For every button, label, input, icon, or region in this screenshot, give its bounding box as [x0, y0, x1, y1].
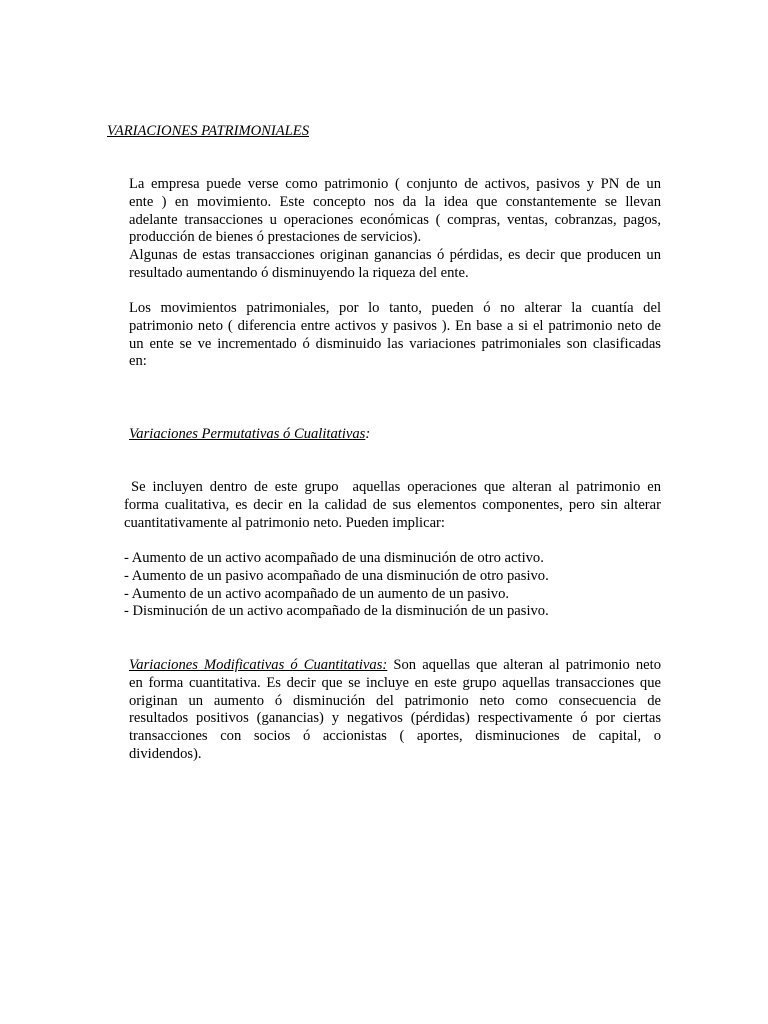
- permutativas-line: cuantitativamente al patrimonio neto. Pueden implicar:: [124, 514, 445, 531]
- modificativas-paragraph: [129, 657, 661, 764]
- intro-paragraph: [129, 176, 661, 283]
- intro-line: producción de bienes ó prestaciones de servicios).: [129, 229, 422, 246]
- modificativas-line: en forma cuantitativa. Es decir que se incluye en este grupo aquellas transacciones que: [129, 674, 661, 691]
- section-heading-text: Variaciones Permutativas ó Cualitativas: [129, 426, 366, 442]
- classification-line: patrimonio neto ( diferencia entre activos y pasivos ). En base a si el patrimonio neto de: [129, 317, 661, 334]
- modificativas-line: transacciones con socios ó accionistas ( aportes, disminuciones de capital, o: [129, 728, 661, 745]
- section-heading-modificativas: Variaciones Modificativas ó Cuantitativas:: [129, 657, 388, 673]
- list-item: - Aumento de un pasivo acompañado de una disminución de otro pasivo.: [124, 567, 549, 584]
- permutativas-list: [124, 550, 664, 621]
- list-item: - Aumento de un activo acompañado de una disminución de otro activo.: [124, 550, 544, 566]
- intro-line: Algunas de estas transacciones originan ganancias ó pérdidas, es decir que producen un: [129, 247, 661, 264]
- modificativas-line: resultados positivos (ganancias) y negativos (pérdidas) respectivamente ó por ciertas: [129, 710, 661, 727]
- list-item: - Disminución de un activo acompañado de la disminución de un pasivo.: [124, 603, 549, 620]
- intro-line: adelante transacciones u operaciones económicas ( compras, ventas, cobranzas, pagos,: [129, 211, 661, 228]
- permutativas-paragraph: [124, 479, 661, 532]
- classification-line: Los movimientos patrimoniales, por lo tanto, pueden ó no alterar la cuantía del: [129, 300, 661, 316]
- modificativas-first-line-text: Son aquellas que alteran al patrimonio neto: [387, 657, 661, 673]
- classification-paragraph: [129, 300, 661, 371]
- intro-line: ente ) en movimiento. Este concepto nos da la idea que constantemente se llevan: [129, 193, 661, 210]
- intro-line: La empresa puede verse como patrimonio ( conjunto de activos, pasivos y PN de un: [129, 176, 661, 192]
- modificativas-line: originan un aumento ó disminución del patrimonio neto como consecuencia de: [129, 692, 661, 709]
- modificativas-line: dividendos).: [129, 745, 202, 762]
- permutativas-line: Se incluyen dentro de este grupo aquellas operaciones que alteran al patrimonio en: [124, 479, 661, 495]
- classification-line: un ente se ve incrementado ó disminuido las variaciones patrimoniales son clasificadas: [129, 335, 661, 352]
- section-heading-colon: :: [365, 426, 371, 442]
- modificativas-first-line: [129, 657, 661, 675]
- section-heading-permutativas: [129, 425, 370, 443]
- intro-line: resultado aumentando ó disminuyendo la riqueza del ente.: [129, 264, 469, 281]
- permutativas-line: forma cualitativa, es decir en la calidad de sus elementos componentes, pero sin alterar: [124, 496, 661, 513]
- classification-line: en:: [129, 353, 147, 370]
- document-title: VARIACIONES PATRIMONIALES: [107, 123, 309, 139]
- list-item: - Aumento de un activo acompañado de un aumento de un pasivo.: [124, 585, 510, 602]
